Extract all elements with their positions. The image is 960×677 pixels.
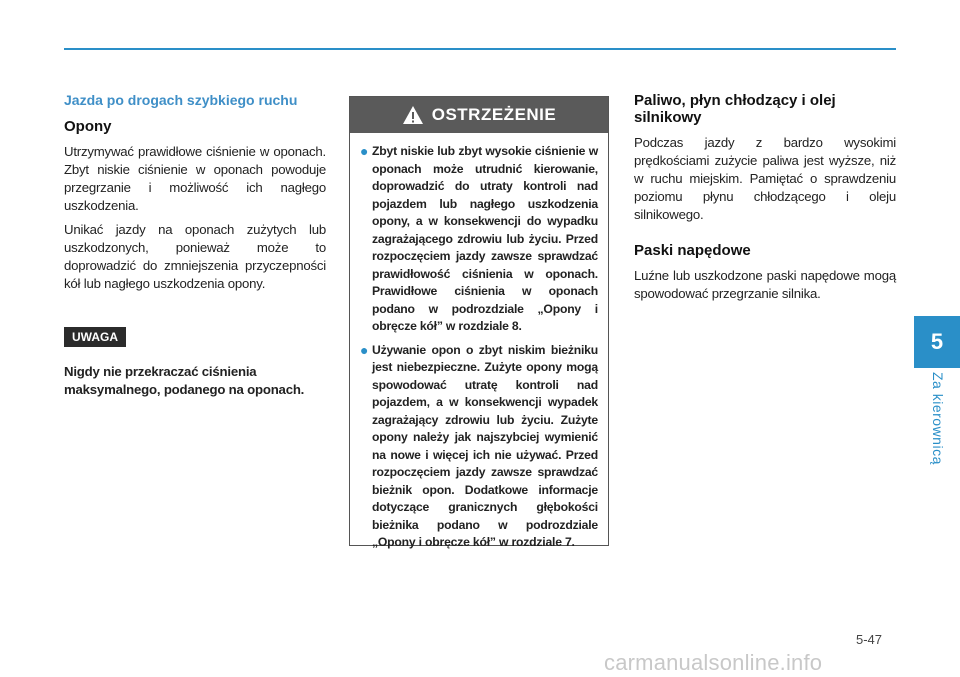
warning-title: OSTRZEŻENIE	[431, 105, 557, 124]
left-column	[64, 92, 326, 399]
subheading-opony: Opony	[64, 118, 112, 135]
warning-item	[362, 342, 598, 552]
uwaga-badge: UWAGA	[64, 327, 126, 347]
warning-list	[350, 133, 608, 552]
watermark: carmanualsonline.info	[604, 650, 823, 675]
paragraph-1: Utrzymywać prawidłowe ciśnienie w oponach. Zbyt niskie ciśnienie w oponach powoduje przegrzanie i możliwość ich nagłego uszkodzenia.	[64, 144, 326, 213]
paragraph-belts: Luźne lub uszkodzone paski napędowe mogą spowodować przegrzanie silnika.	[634, 268, 896, 301]
chapter-number-tab: 5	[914, 316, 960, 368]
warning-triangle-icon	[402, 105, 424, 125]
warning-item-text: Używanie opon o zbyt niskim bieżniku jest niebezpieczne. Zużyte opony mogą spowodować utratę kontroli nad pojazdem, a w konsekwencji wypadek zagrażający zdrowiu lub życiu. Zużyte opony należy jak najszybciej wymienić na nowe i więcej ich nie używać. Przed rozpoczęciem jazdy zawsze sprawdzać bieżnik opon. Dodatkowe informacje dotyczące granicznych głębokości bieżnika podano w podrozdziale „Opony i obręcze kół” w rozdziale 7.	[372, 342, 598, 549]
paragraph-fuel: Podczas jazdy z bardzo wysokimi prędkościami zużycie paliwa jest wyższe, niż w ruchu miejskim. Pamiętać o sprawdzeniu poziomu płynu chłodzącego i oleju silnikowego.	[634, 135, 896, 222]
warning-box	[349, 96, 609, 549]
chapter-label: Za kierownicą	[930, 372, 946, 465]
warning-item-text: Zbyt niskie lub zbyt wysokie ciśnienie w oponach może utrudnić kierowanie, doprowadzić do utraty kontroli nad pojazdem lub nagłego uszkodzenia opony, a w konsekwencji do wypadku zagrażającego zdrowiu lub życiu. Przed rozpoczęciem jazdy zawsze sprawdzać prawidłowość ciśnienia w oponach. Prawidłowe ciśnienia w oponach podano w podrozdziale „Opony i obręcze kół” w rozdziale 8.	[372, 144, 598, 333]
warning-item	[362, 143, 598, 336]
heading-fuel: Paliwo, płyn chłodzący i olej silnikowy	[634, 92, 836, 126]
bullet-icon: ●	[360, 143, 369, 159]
uwaga-note: Nigdy nie przekraczać ciśnienia maksymalnego, podanego na oponach.	[64, 364, 305, 397]
bullet-icon: ●	[360, 341, 369, 358]
right-column	[634, 92, 896, 309]
top-rule	[64, 48, 896, 50]
page-number: 5-47	[856, 632, 883, 647]
paragraph-2: Unikać jazdy na oponach zużytych lub uszkodzonych, ponieważ może to doprowadzić do zmniejszenia przyczepności kół lub nagłego uszkodzenia opony.	[64, 222, 326, 291]
warning-header	[350, 97, 608, 133]
section-title: Jazda po drogach szybkiego ruchu	[64, 92, 298, 108]
heading-belts: Paski napędowe	[634, 242, 751, 259]
